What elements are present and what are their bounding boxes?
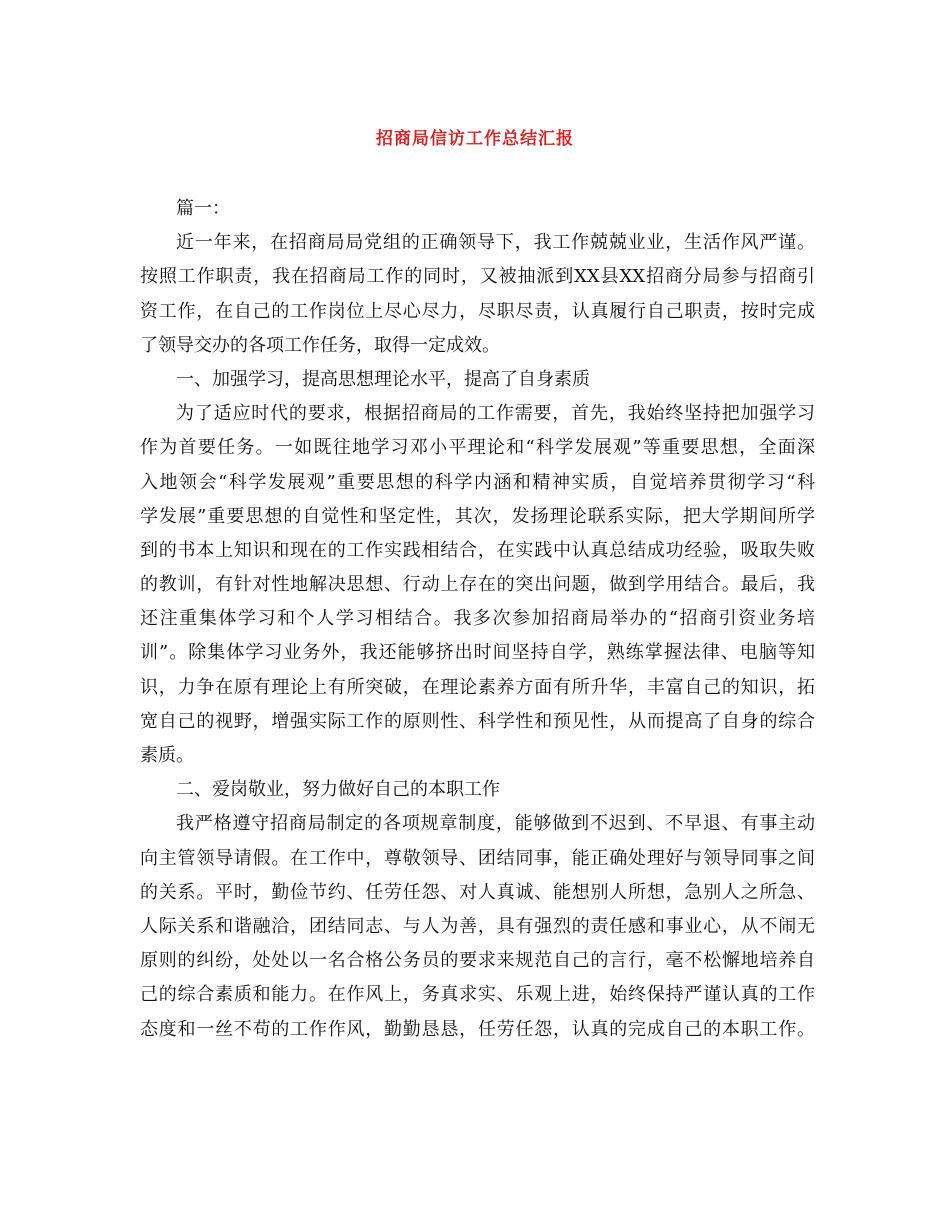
text-line: 的关系。平时，勤俭节约、任劳任怨、对人真诚、能想别人所想，急别人之所急、 <box>140 881 815 903</box>
text-line: 态度和一丝不苟的工作作风，勤勤恳恳，任劳任怨，认真的完成自己的本职工作。 <box>140 1018 815 1040</box>
text-line: 训”。除集体学习业务外，我还能够挤出时间坚持自学，熟练掌握法律、电脑等知 <box>140 642 815 664</box>
text-line: 向主管领导请假。在工作中，尊敬领导、团结同事，能正确处理好与领导同事之间 <box>140 847 815 869</box>
text-line: 到的书本上知识和现在的工作实践相结合，在实践中认真总结成功经验，吸取失败 <box>140 539 815 561</box>
text-line: 资工作，在自己的工作岗位上尽心尽力，尽职尽责，认真履行自己职责，按时完成 <box>140 300 815 322</box>
document-title: 招商局信访工作总结汇报 <box>376 129 574 149</box>
text-line: 还注重集体学习和个人学习相结合。我多次参加招商局举办的“招商引资业务培 <box>140 608 815 630</box>
text-line: 原则的纠纷，处处以一名合格公务员的要求来规范自己的言行，毫不松懈地培养自 <box>140 950 815 972</box>
text-line: 入地领会“科学发展观”重要思想的科学内涵和精神实质，自觉培养贯彻学习“科 <box>140 471 815 493</box>
text-line: 的教训，有针对性地解决思想、行动上存在的突出问题，做到学用结合。最后，我 <box>140 574 815 596</box>
text-line: 按照工作职责，我在招商局工作的同时，又被抽派到XX县XX招商分局参与招商引 <box>140 266 815 288</box>
text-line: 学发展”重要思想的自觉性和坚定性，其次，发扬理论联系实际，把大学期间所学 <box>140 505 815 527</box>
document-body <box>140 192 815 1047</box>
paragraph-start-line: 一、加强学习，提高思想理论水平，提高了自身素质 <box>176 368 590 390</box>
paragraph-start-line: 近一年来，在招商局局党组的正确领导下，我工作兢兢业业，生活作风严谨。 <box>176 232 815 254</box>
text-line: 人际关系和谐融洽，团结同志、与人为善，具有强烈的责任感和事业心，从不闹无 <box>140 915 815 937</box>
paragraph-start-line: 篇一： <box>176 198 230 219</box>
text-line: 识，力争在原有理论上有所突破，在理论素养方面有所升华，丰富自己的知识，拓 <box>140 676 815 698</box>
paragraph-start-line: 我严格遵守招商局制定的各项规章制度，能够做到不迟到、不早退、有事主动 <box>176 813 815 835</box>
paragraph-start-line: 为了适应时代的要求，根据招商局的工作需要，首先，我始终坚持把加强学习 <box>176 403 815 425</box>
text-line: 宽自己的视野，增强实际工作的原则性、科学性和预见性，从而提高了自身的综合 <box>140 710 815 732</box>
text-line: 了领导交办的各项工作任务，取得一定成效。 <box>140 334 500 356</box>
paragraph-start-line: 二、爱岗敬业，努力做好自己的本职工作 <box>176 779 500 801</box>
text-line: 素质。 <box>140 745 194 766</box>
text-line: 己的综合素质和能力。在作风上，务真求实、乐观上进，始终保持严谨认真的工作 <box>140 984 815 1006</box>
text-line: 作为首要任务。一如既往地学习邓小平理论和“科学发展观”等重要思想，全面深 <box>140 437 815 459</box>
